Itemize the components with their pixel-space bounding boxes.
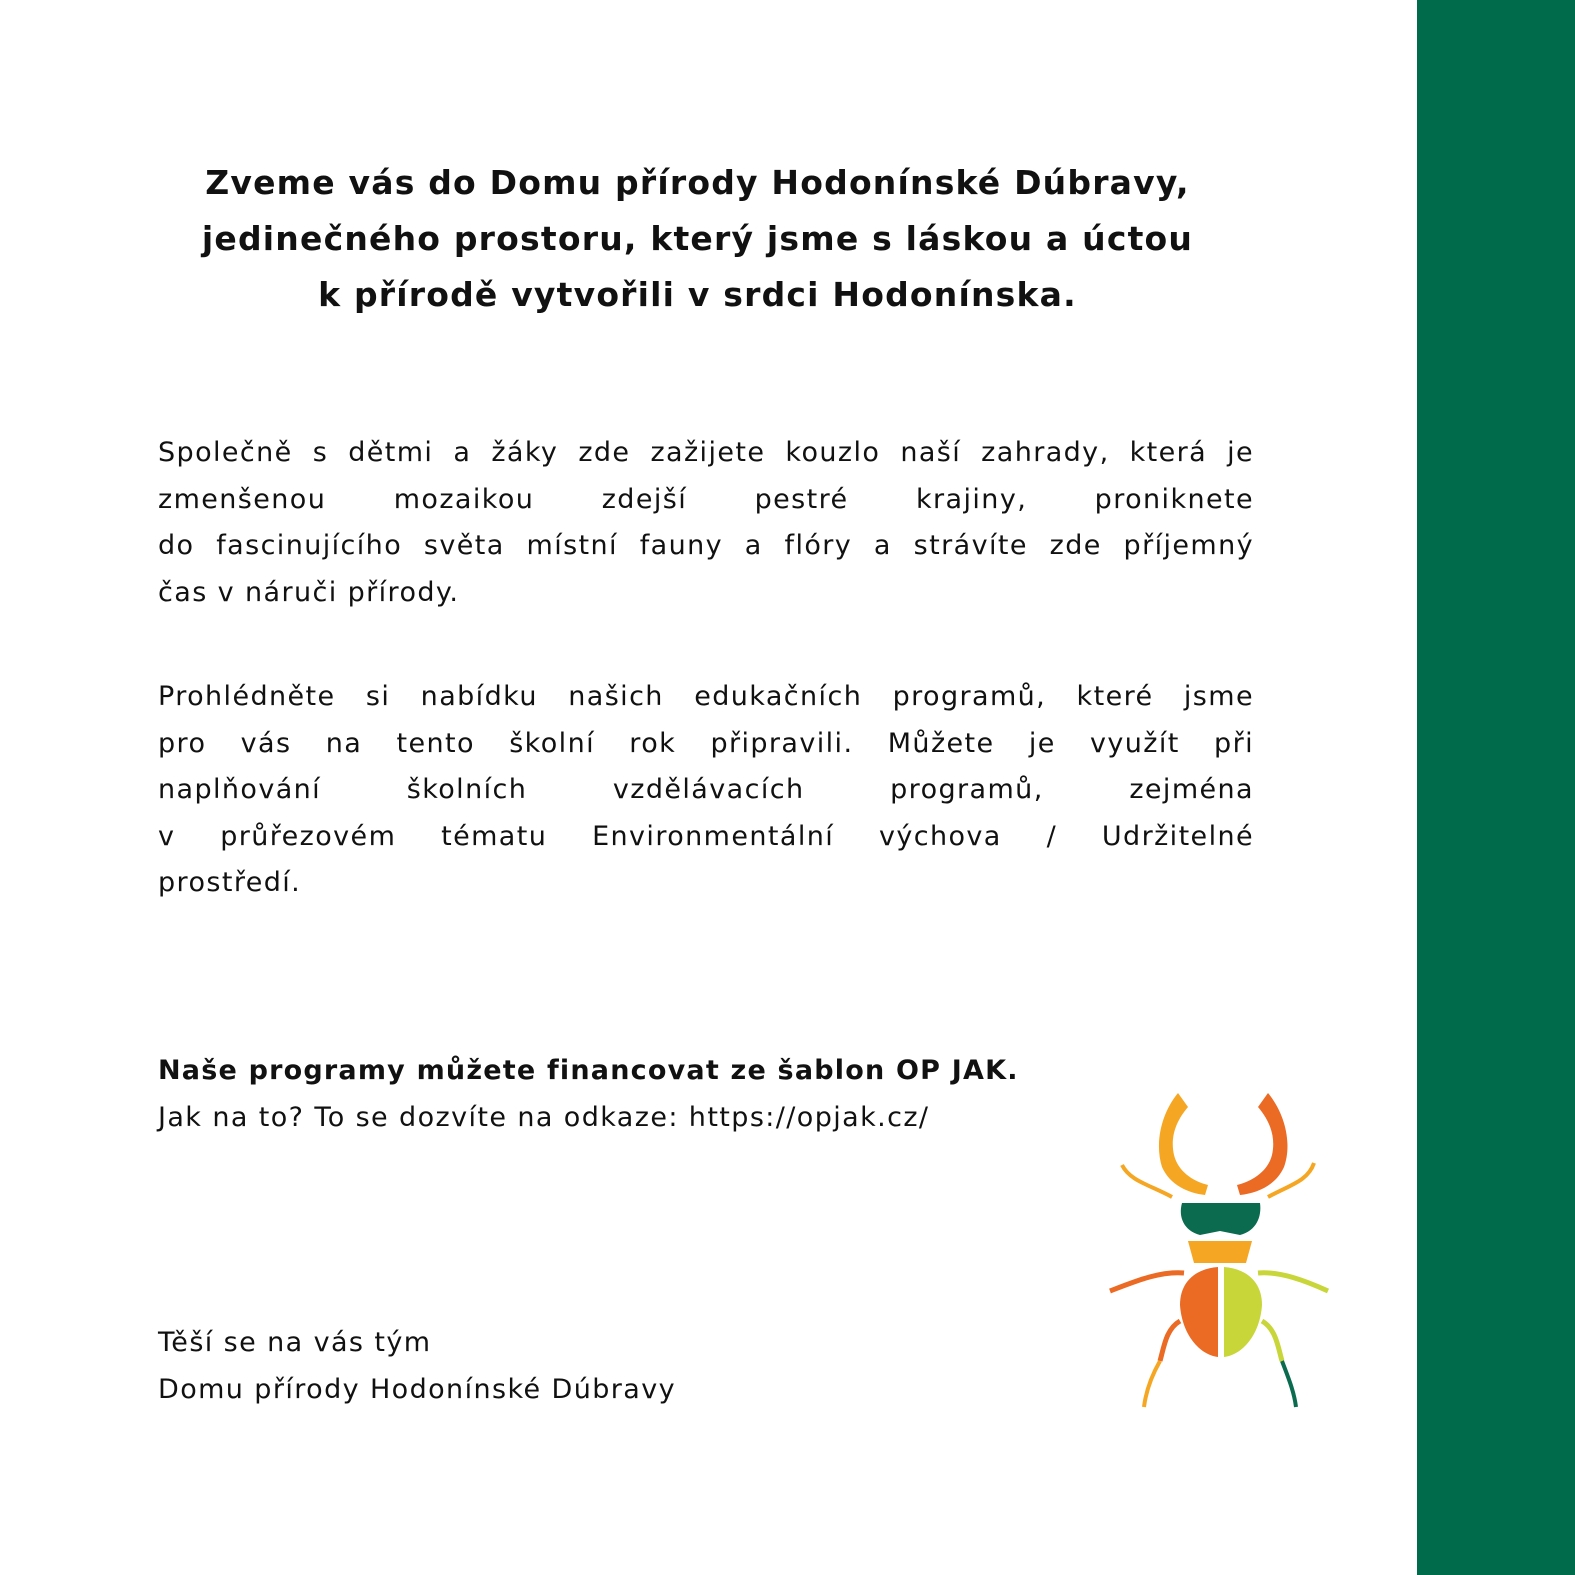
right-mid-leg <box>1262 1321 1282 1361</box>
left-mid-leg <box>1160 1321 1180 1361</box>
programs-paragraph <box>158 674 1254 907</box>
paragraph-line: v průřezovém tématu Environmentální výchova / Udržitelné <box>158 820 1254 852</box>
right-front-leg <box>1258 1273 1328 1291</box>
financing-link-text: Jak na to? To se dozvíte na odkaze: https://opjak.cz/ <box>158 1101 930 1133</box>
stag-beetle-icon <box>1100 1085 1340 1415</box>
intro-heading <box>140 155 1255 323</box>
paragraph-line: Prohlédněte si nabídku našich edukačních programů, které jsme <box>158 681 1254 712</box>
paragraph-line: prostředí. <box>158 867 302 898</box>
paragraph-line: naplňování školních vzdělávacích programů, zejména <box>158 774 1254 805</box>
left-hind-leg <box>1144 1361 1160 1407</box>
financing-headline: Naše programy můžete financovat ze šablon OP JAK. <box>158 1055 1019 1086</box>
right-mandible <box>1237 1093 1287 1195</box>
paragraph-line: zmenšenou mozaikou zdejší pestré krajiny, proniknete <box>158 483 1254 515</box>
right-elytron <box>1224 1267 1262 1357</box>
left-mandible <box>1159 1093 1208 1195</box>
paragraph-line: do fascinujícího světa místní fauny a flóry a strávíte zde příjemný <box>158 530 1254 561</box>
heading-line-1: Zveme vás do Domu přírody Hodonínské Dúbravy, <box>205 163 1190 202</box>
right-hind-leg <box>1282 1361 1296 1407</box>
signoff <box>158 1320 676 1413</box>
paragraph-line: pro vás na tento školní rok připravili. Můžete je využít při <box>158 727 1254 759</box>
heading-line-2: jedinečného prostoru, který jsme s láskou a úctou <box>201 219 1194 258</box>
financing-note <box>158 1048 1019 1141</box>
garden-paragraph <box>158 430 1254 616</box>
paragraph-line: Společně s dětmi a žáky zde zažijete kouzlo naší zahrady, která je <box>158 437 1254 468</box>
green-side-band <box>1417 0 1575 1575</box>
left-elytron <box>1180 1267 1218 1357</box>
beetle-head <box>1181 1203 1261 1235</box>
signoff-line-1: Těší se na vás tým <box>158 1327 432 1358</box>
paragraph-line: čas v náruči přírody. <box>158 576 460 608</box>
heading-line-3: k přírodě vytvořili v srdci Hodonínska. <box>318 275 1077 314</box>
left-front-leg <box>1110 1273 1184 1291</box>
signoff-line-2: Domu přírody Hodonínské Dúbravy <box>158 1373 676 1405</box>
beetle-pronotum <box>1188 1241 1252 1263</box>
